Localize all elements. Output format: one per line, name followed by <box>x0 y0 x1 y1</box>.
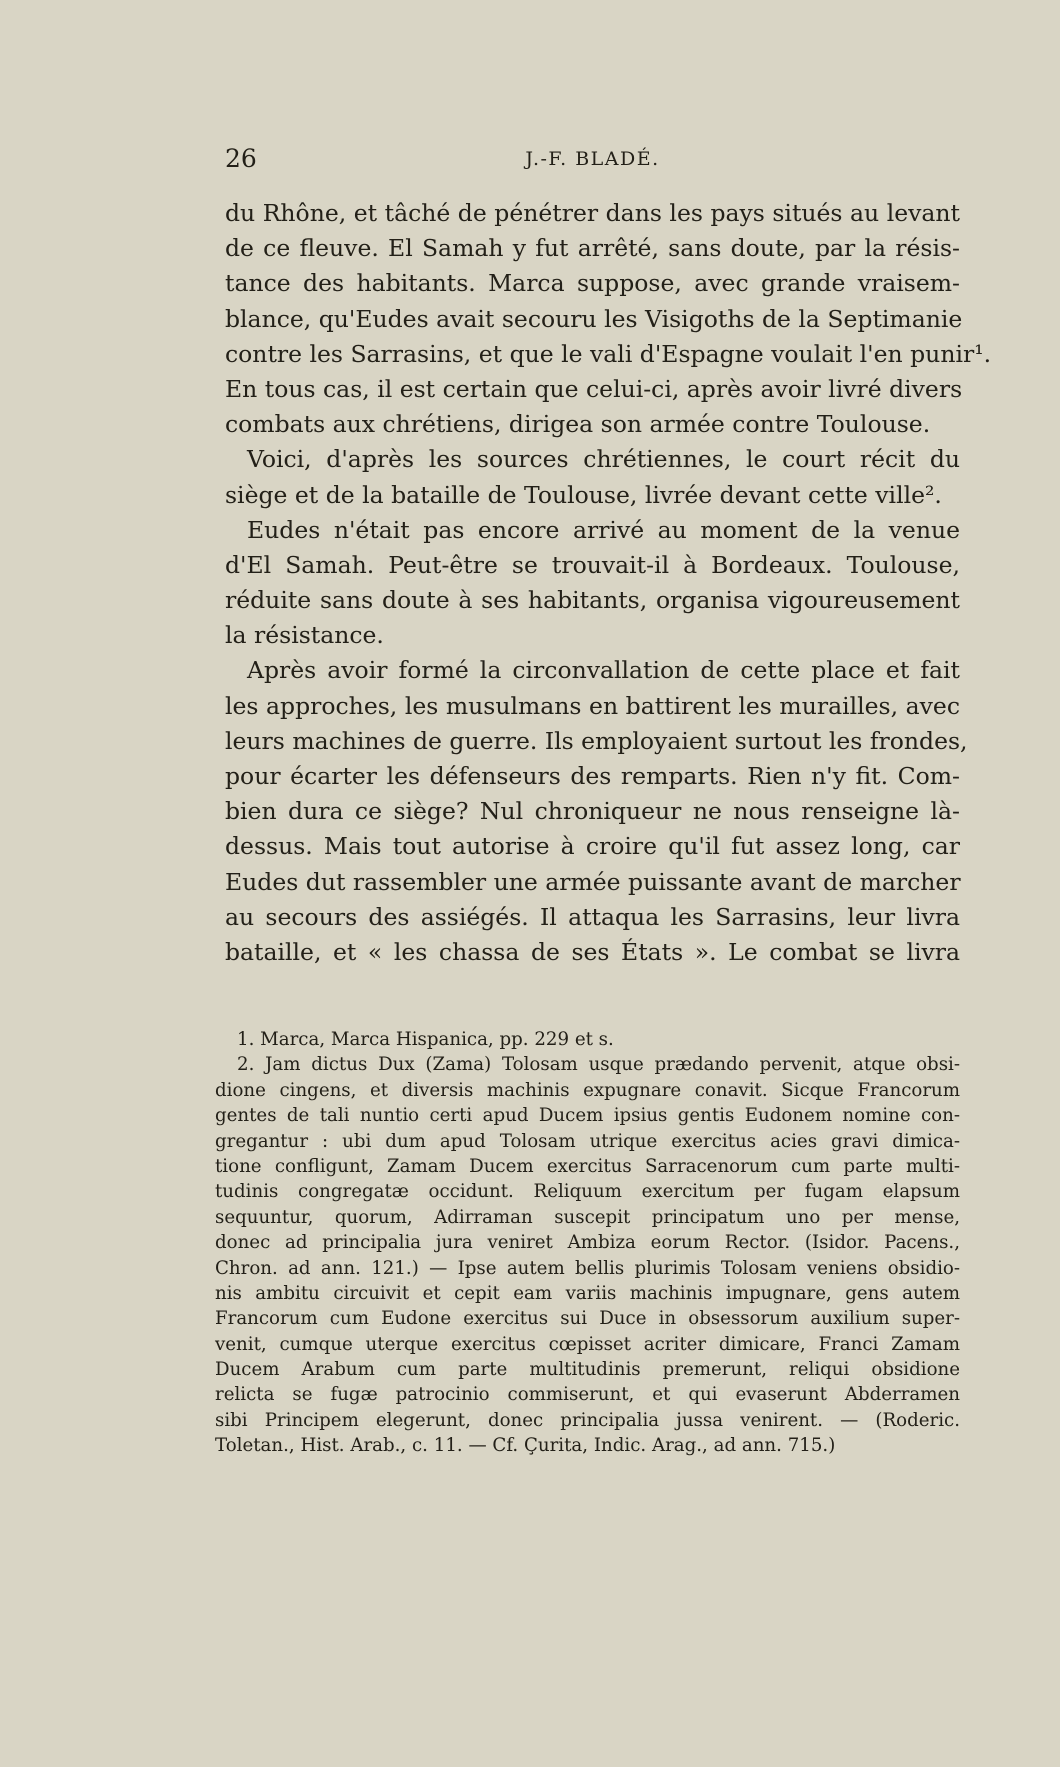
body-line: la résistance. <box>225 621 384 650</box>
footnote-line: donec ad principalia jura veniret Ambiza eorum Rector. (Isidor. Pacens., <box>215 1232 960 1254</box>
body-line: Après avoir formé la circonvallation de cette place et fait <box>247 656 960 685</box>
page-number: 26 <box>225 144 257 173</box>
footnote-line: tione confligunt, Zamam Ducem exercitus Sarracenorum cum parte multi- <box>215 1155 960 1177</box>
body-line: blance, qu'Eudes avait secouru les Visigoths de la Septimanie <box>225 304 963 333</box>
footnote-line: relicta se fugæ patrocinio commiserunt, et qui evaserunt Abderramen <box>215 1384 960 1406</box>
body-line: du Rhône, et tâché de pénétrer dans les pays situés au levant <box>225 199 960 227</box>
footnote-line: nis ambitu circuivit et cepit eam variis machinis impugnare, gens autem <box>215 1282 960 1304</box>
body-line: au secours des assiégés. Il attaqua les Sarrasins, leur livra <box>225 902 960 931</box>
body-line: dessus. Mais tout autorise à croire qu'il fut assez long, car <box>225 832 960 861</box>
body-line: réduite sans doute à ses habitants, organisa vigoureusement <box>225 586 960 615</box>
footnote-line: gentes de tali nuntio certi apud Ducem ipsius gentis Eudonem nomine con- <box>215 1105 960 1127</box>
body-line: siège et de la bataille de Toulouse, livrée devant cette ville². <box>225 480 942 509</box>
body-line: bien dura ce siège? Nul chroniqueur ne nous renseigne là- <box>225 797 960 826</box>
body-line: leurs machines de guerre. Ils employaient surtout les frondes, <box>225 726 968 755</box>
footnote-line: sequuntur, quorum, Adirraman suscepit principatum uno per mense, <box>215 1206 960 1228</box>
body-line: les approches, les musulmans en battirent les murailles, avec <box>225 691 960 720</box>
page-header <box>225 144 960 180</box>
footnote-line: venit, cumque uterque exercitus cœpisset acriter dimicare, Franci Zamam <box>215 1333 960 1355</box>
footnote-line: sibi Principem elegerunt, donec principalia jussa venirent. — (Roderic. <box>215 1409 960 1431</box>
footnote-line: Toletan., Hist. Arab., c. 11. — Cf. Çurita, Indic. Arag., ad ann. 715.) <box>215 1435 836 1457</box>
body-line: d'El Samah. Peut-être se trouvait-il à Bordeaux. Toulouse, <box>225 550 960 579</box>
footnote-line: 2. Jam dictus Dux (Zama) Tolosam usque prædando pervenit, atque obsi- <box>237 1054 960 1076</box>
footnote-line: Francorum cum Eudone exercitus sui Duce in obsessorum auxilium super- <box>215 1308 960 1330</box>
body-text <box>225 196 992 970</box>
footnote-line: dione cingens, et diversis machinis expugnare conavit. Sicque Francorum <box>215 1079 960 1101</box>
body-line: tance des habitants. Marca suppose, avec grande vraisem- <box>225 269 960 298</box>
footnote-line: tudinis congregatæ occidunt. Reliquum exercitum per fugam elapsum <box>215 1181 960 1203</box>
body-line: bataille, et « les chassa de ses États ». Le combat se livra <box>225 937 960 966</box>
body-line: Voici, d'après les sources chrétiennes, le court récit du <box>247 445 960 474</box>
body-line: contre les Sarrasins, et que le vali d'Espagne voulait l'en punir¹. <box>225 339 992 368</box>
body-line: Eudes dut rassembler une armée puissante avant de marcher <box>225 867 961 896</box>
body-line: combats aux chrétiens, dirigea son armée contre Toulouse. <box>225 410 931 439</box>
footnotes <box>215 1027 960 1459</box>
footnote-line: Ducem Arabum cum parte multitudinis premerunt, reliqui obsidione <box>215 1359 960 1381</box>
body-line: pour écarter les défenseurs des remparts. Rien n'y fit. Com- <box>225 762 960 790</box>
footnote-line: Chron. ad ann. 121.) — Ipse autem bellis plurimis Tolosam veniens obsidio- <box>215 1257 960 1279</box>
footnote-line: gregantur : ubi dum apud Tolosam utrique exercitus acies gravi dimica- <box>215 1130 960 1152</box>
body-line: Eudes n'était pas encore arrivé au moment de la venue <box>247 515 960 544</box>
body-line: En tous cas, il est certain que celui-ci, après avoir livré divers <box>225 374 963 403</box>
footnote-line: 1. Marca, Marca Hispanica, pp. 229 et s. <box>237 1029 614 1050</box>
body-line: de ce fleuve. El Samah y fut arrêté, sans doute, par la résis- <box>225 234 960 263</box>
running-head: J.-F. BLADÉ. <box>525 148 660 170</box>
